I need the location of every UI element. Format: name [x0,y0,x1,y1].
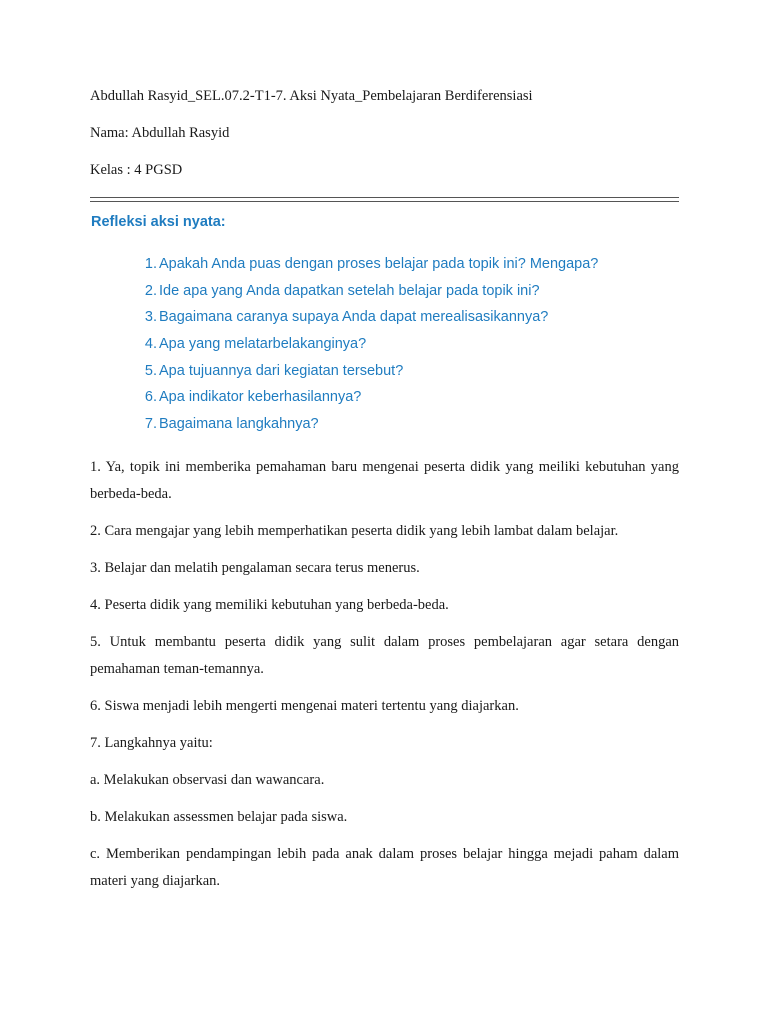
question-number: 1. [144,256,157,272]
answer-paragraph: 7. Langkahnya yaitu: [90,734,213,751]
question-item [90,358,679,385]
question-number: 7. [144,416,157,433]
question-text: Apa yang melatarbelakanginya? [159,336,367,353]
answer-paragraph: 1. Ya, topik ini memberika pemahaman baru mengenai peserta didik yang meiliki kebutuhan yang berbeda-beda. [90,458,679,502]
answer-paragraph: b. Melakukan assessmen belajar pada siswa. [90,808,348,825]
question-item [90,278,679,305]
question-text: Apa tujuannya dari kegiatan tersebut? [159,362,404,379]
question-number: 2. [144,282,157,299]
question-number: 5. [144,362,157,379]
document-page [90,88,679,905]
question-list [90,251,679,438]
question-item [90,384,679,411]
document-title: Abdullah Rasyid_SEL.07.2-T1-7. Aksi Nyata_Pembelajaran Berdiferensiasi [90,88,533,104]
question-text: Bagaimana caranya supaya Anda dapat merealisasikannya? [159,309,549,326]
answer-paragraph: 6. Siswa menjadi lebih mengerti mengenai materi tertentu yang diajarkan. [90,697,519,714]
reflection-heading: Refleksi aksi nyata: [91,214,226,230]
question-text: Apakah Anda puas dengan proses belajar pada topik ini? Mengapa? [159,256,599,272]
question-number: 4. [144,336,157,353]
question-item [90,411,679,438]
double-divider [90,197,679,202]
question-item [90,304,679,331]
answer-paragraph: 5. Untuk membantu peserta didik yang sulit dalam proses pembelajaran agar setara dengan pemahaman teman-temannya. [90,633,679,677]
answer-paragraph: 3. Belajar dan melatih pengalaman secara terus menerus. [90,559,420,576]
question-item [90,331,679,358]
answer-list [90,454,679,895]
class-line: Kelas : 4 PGSD [90,162,183,178]
answer-paragraph: a. Melakukan observasi dan wawancara. [90,771,325,788]
answer-paragraph: c. Memberikan pendampingan lebih pada anak dalam proses belajar hingga mejadi paham dalam materi yang diajarkan. [90,845,679,889]
answer-paragraph: 2. Cara mengajar yang lebih memperhatikan peserta didik yang lebih lambat dalam belajar. [90,522,619,539]
name-line: Nama: Abdullah Rasyid [90,125,230,141]
question-item [90,251,679,278]
question-text: Apa indikator keberhasilannya? [159,389,362,406]
question-number: 3. [144,309,157,326]
answer-paragraph: 4. Peserta didik yang memiliki kebutuhan yang berbeda-beda. [90,596,449,613]
question-text: Bagaimana langkahnya? [159,416,319,433]
question-text: Ide apa yang Anda dapatkan setelah belajar pada topik ini? [159,282,540,299]
question-number: 6. [144,389,157,406]
